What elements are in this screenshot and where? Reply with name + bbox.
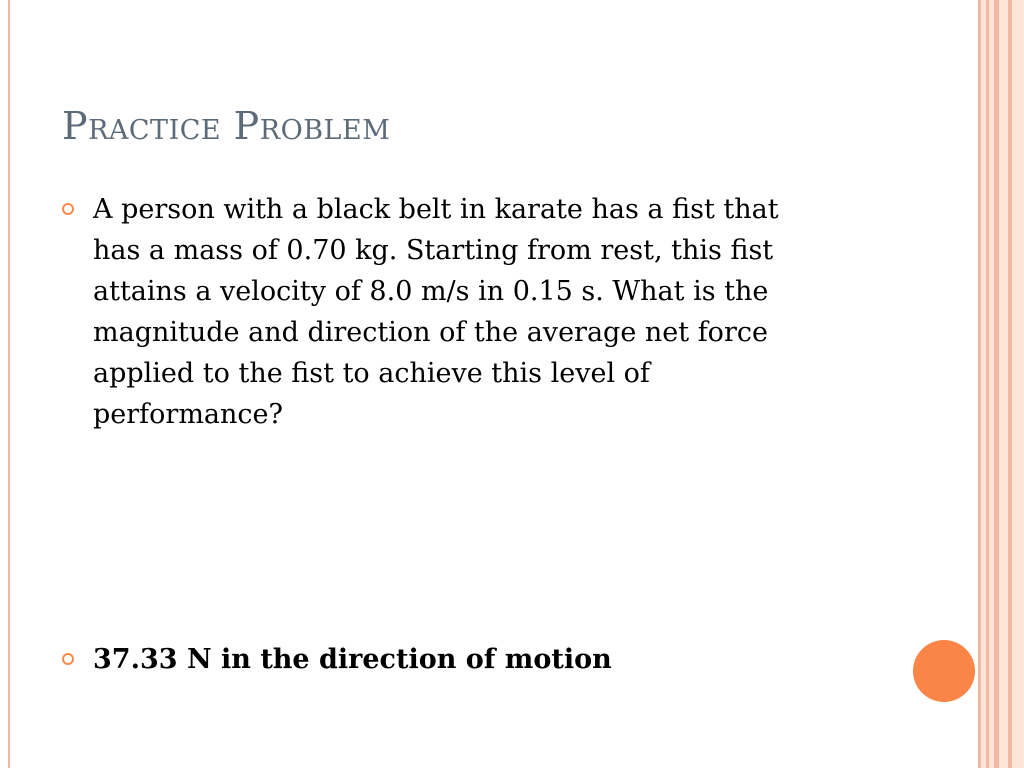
bullet-text-question: A person with a black belt in karate has a fist that has a mass of 0.70 kg. Starting from rest, this fist attains a velocity of 8.0 m/s in 0.15 s. What is the magnitude and direction of the average net force applied to the fist to achieve this level of performance?	[93, 194, 779, 430]
slide-title: Practice Problem	[62, 104, 391, 148]
bullet-circle-icon	[62, 653, 74, 665]
bullet-circle-icon	[62, 203, 74, 215]
bullet-item-answer	[62, 639, 822, 680]
bullet-item-question	[62, 189, 822, 435]
right-border-stripe	[999, 0, 1008, 768]
decorative-orange-circle	[913, 640, 975, 702]
right-border-stripe	[1012, 0, 1024, 768]
left-border-line	[8, 0, 10, 768]
bullet-text-answer: 37.33 N in the direction of motion	[93, 644, 612, 675]
